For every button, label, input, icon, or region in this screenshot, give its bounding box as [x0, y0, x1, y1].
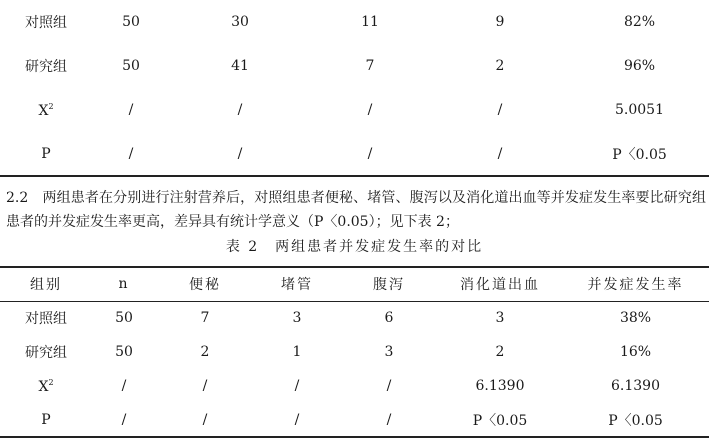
- cell: /: [367, 102, 373, 118]
- cell: /: [294, 378, 300, 394]
- cell: 7: [365, 58, 375, 74]
- body-paragraph: 2.2 两组患者在分别进行注射营养后，对照组患者便秘、堵管、腹泻以及消化道出血等并发症发生率要比研究组患者的并发症发生率更高，差异具有统计学意义（P〈0.05）；见下表 2；: [6, 190, 706, 230]
- table-row: [0, 0, 709, 44]
- column-header: n: [92, 267, 156, 301]
- cell: 3: [292, 310, 302, 327]
- cell: /: [92, 403, 156, 437]
- cell: 96%: [623, 58, 656, 74]
- chi-square-label: [0, 88, 92, 132]
- cell: /: [121, 378, 127, 394]
- cell: 16%: [619, 344, 652, 360]
- cell: 6: [384, 310, 394, 327]
- cell: 50: [122, 14, 140, 30]
- cell: /: [430, 132, 570, 176]
- table-row: [0, 369, 709, 403]
- column-header: 便秘: [156, 267, 254, 301]
- cell: 11: [361, 14, 379, 30]
- column-header: 腹泻: [340, 267, 438, 301]
- table-header-row: [0, 267, 709, 301]
- cell: 41: [231, 58, 249, 74]
- cell: 9: [495, 14, 505, 30]
- cell: 研究组: [25, 59, 67, 75]
- cell: /: [170, 132, 310, 176]
- table-row: [0, 301, 709, 335]
- chi-superscript: 2: [48, 101, 54, 111]
- table-caption: 表 2 两组患者并发症发生率的对比: [225, 239, 484, 255]
- cell: 50: [115, 310, 133, 327]
- table-row: [0, 88, 709, 132]
- cell: /: [497, 102, 503, 118]
- table-row: [0, 44, 709, 88]
- table-row: [0, 403, 709, 437]
- cell: P〈0.05: [562, 403, 709, 437]
- cell: P: [0, 132, 92, 176]
- cell: P: [0, 403, 92, 437]
- column-header: 组别: [0, 267, 92, 301]
- cell: /: [386, 378, 392, 394]
- cell: /: [254, 403, 340, 437]
- chi-symbol: X: [38, 378, 49, 395]
- cell: 30: [231, 14, 249, 30]
- cell: 5.0051: [615, 102, 664, 118]
- cell: /: [156, 403, 254, 437]
- cell: /: [340, 403, 438, 437]
- cell: 2: [495, 344, 505, 360]
- cell: /: [310, 132, 430, 176]
- cell: 1: [292, 344, 302, 360]
- cell: 研究组: [25, 345, 67, 361]
- cell: 3: [384, 344, 394, 360]
- cell: /: [128, 102, 134, 118]
- column-header: 消化道出血: [438, 267, 562, 301]
- cell: 对照组: [25, 15, 67, 31]
- cell: P〈0.05: [570, 132, 709, 176]
- chi-symbol: X: [38, 102, 49, 119]
- cell: 对照组: [25, 311, 67, 328]
- table-1: [0, 0, 709, 177]
- chi-superscript: 2: [48, 377, 54, 387]
- table-row: [0, 335, 709, 369]
- column-header: 堵管: [254, 267, 340, 301]
- cell: 3: [495, 310, 505, 327]
- chi-square-label: [0, 369, 92, 403]
- cell: P〈0.05: [438, 403, 562, 437]
- cell: 7: [200, 310, 210, 327]
- cell: 50: [115, 344, 133, 360]
- cell: 38%: [619, 310, 652, 327]
- cell: /: [202, 378, 208, 394]
- cell: 2: [200, 344, 210, 360]
- cell: 6.1390: [611, 378, 660, 394]
- table-2: [0, 266, 709, 438]
- cell: 2: [495, 58, 505, 74]
- cell: 82%: [623, 14, 656, 30]
- column-header: 并发症发生率: [562, 267, 709, 301]
- cell: 6.1390: [475, 378, 525, 394]
- table-row: [0, 132, 709, 176]
- cell: /: [237, 102, 243, 118]
- cell: /: [92, 132, 170, 176]
- cell: 50: [122, 58, 140, 74]
